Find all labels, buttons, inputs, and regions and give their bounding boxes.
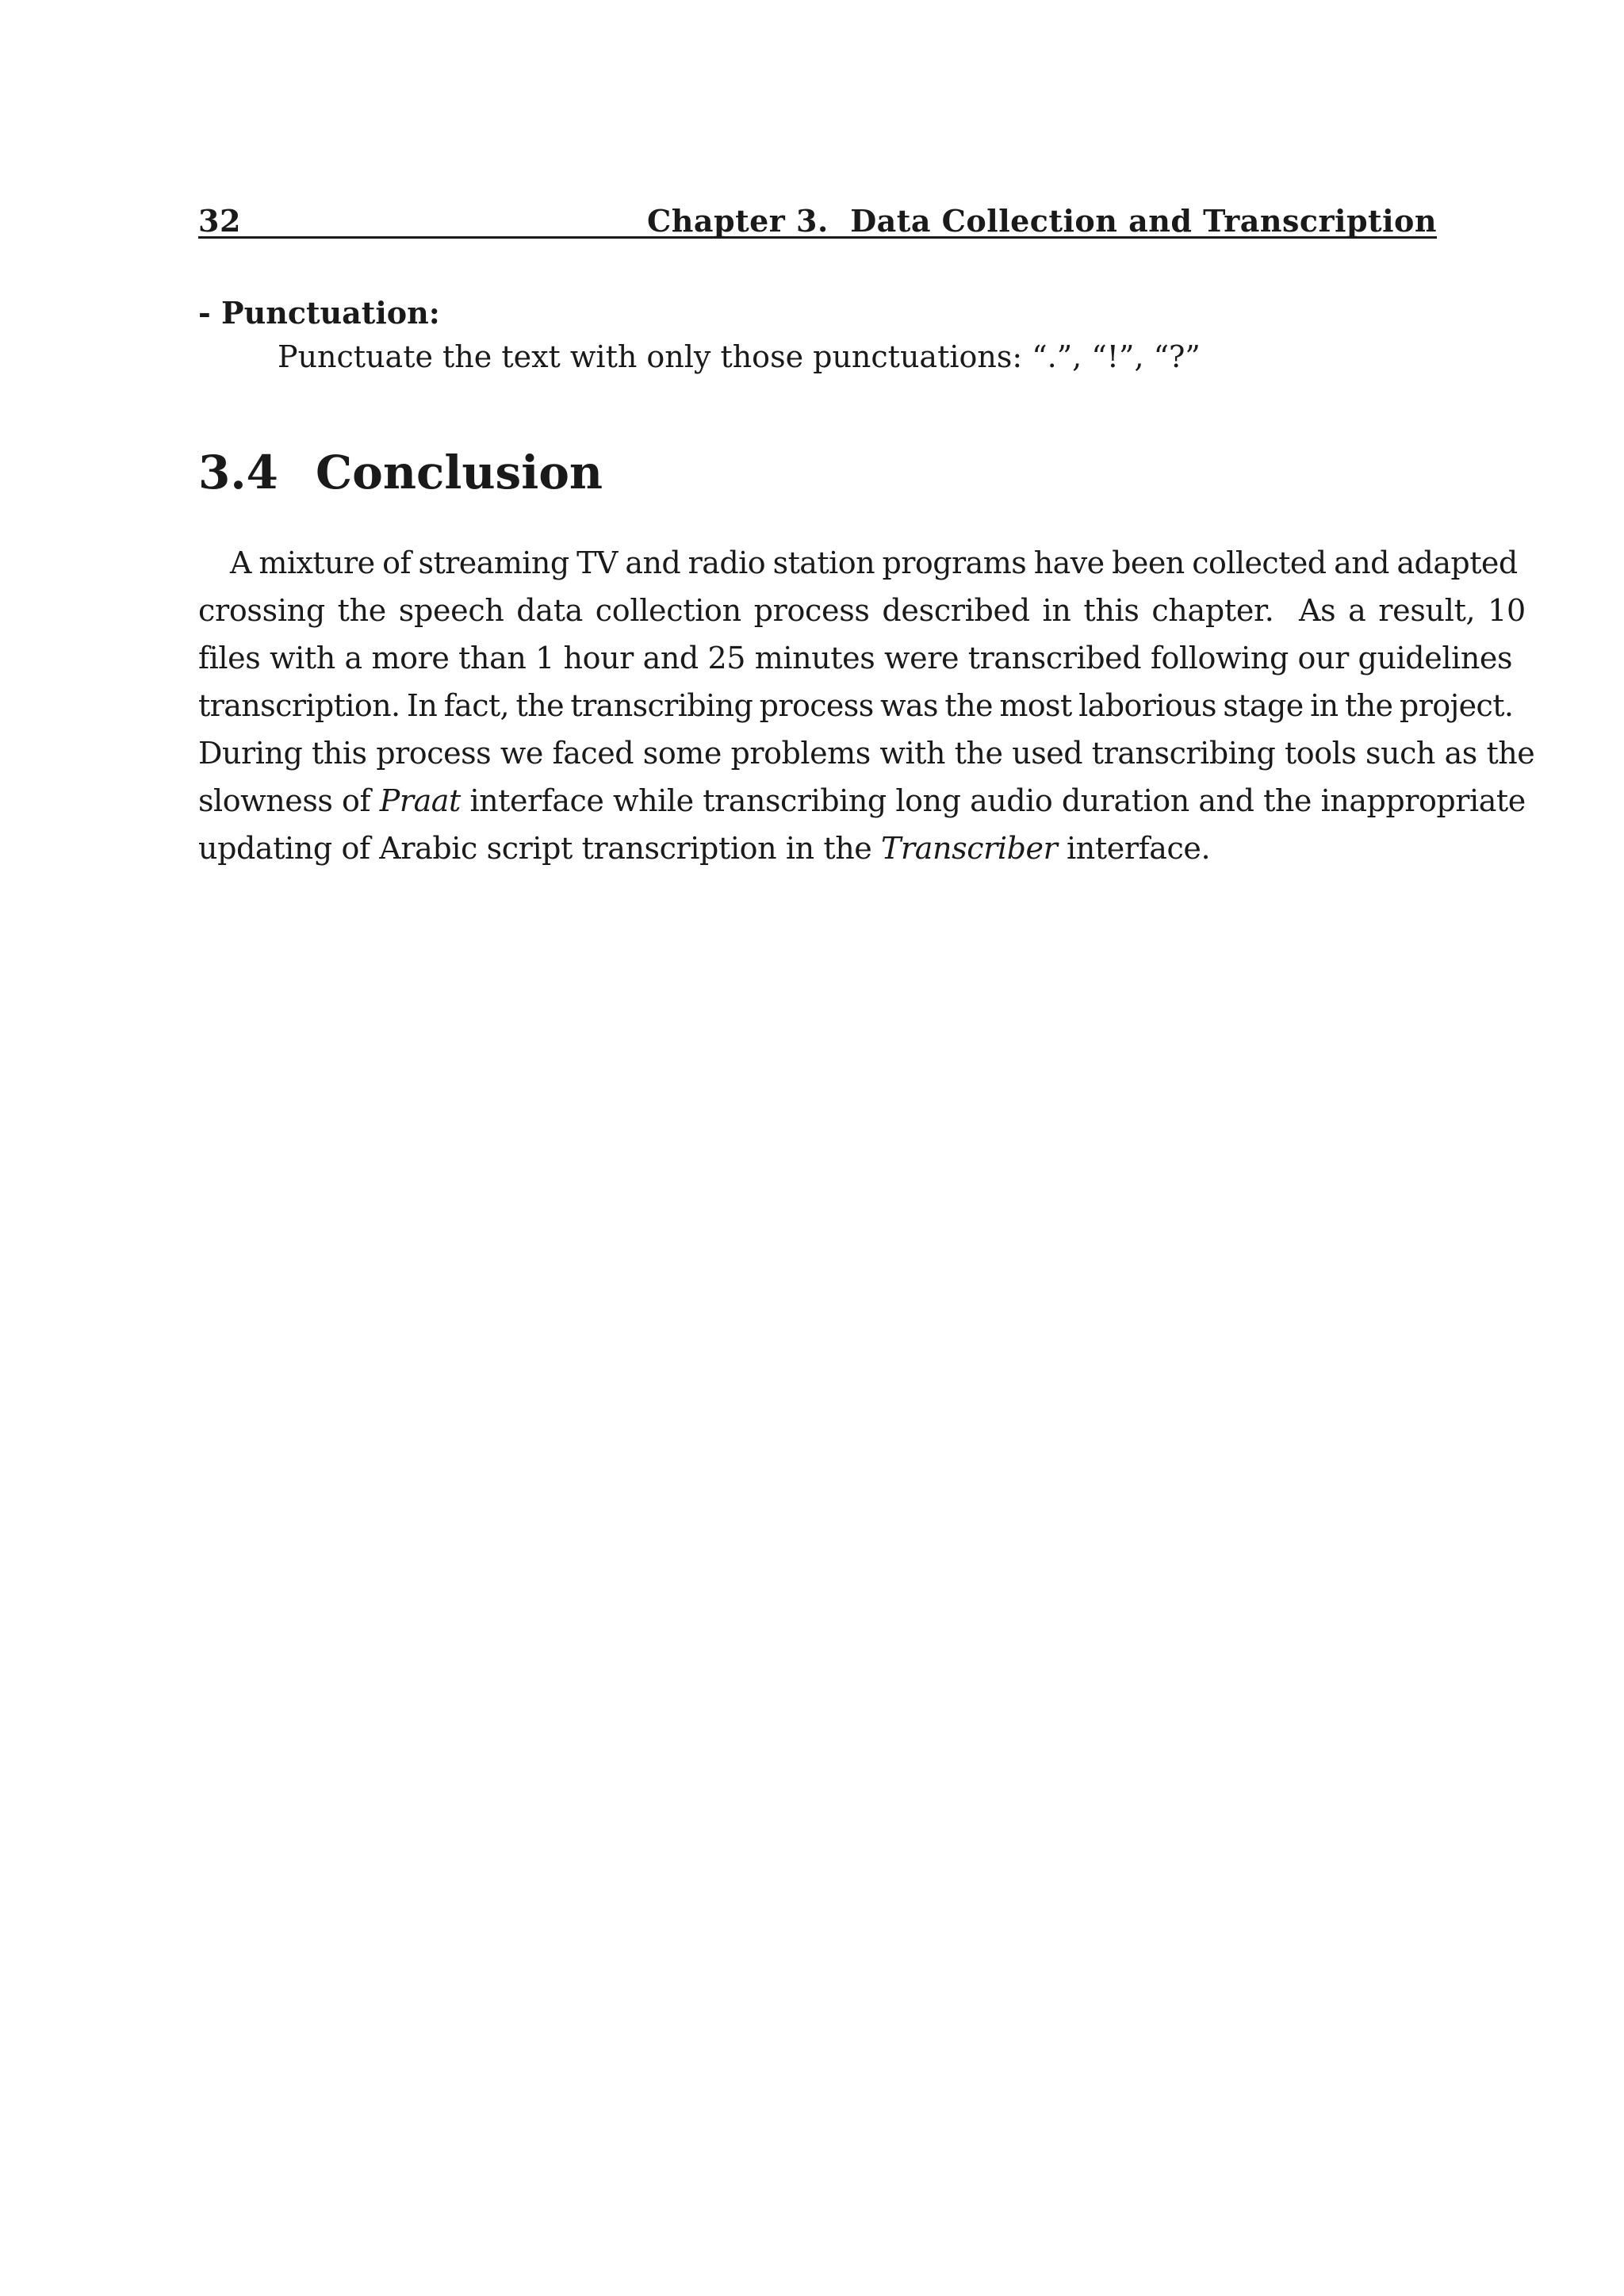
chapter-title: Chapter 3. Data Collection and Transcription	[647, 203, 1437, 239]
page-number: 32	[198, 203, 241, 239]
paragraph-line	[198, 825, 1437, 872]
conclusion-paragraph	[198, 539, 1535, 872]
section-number: 3.4	[198, 446, 278, 499]
header-rule	[198, 236, 1437, 239]
running-header	[198, 194, 1437, 239]
paragraph-line	[198, 777, 1526, 825]
paragraph-line: files with a more than 1 hour and 25 minutes were transcribed following our guidelines	[198, 641, 1513, 675]
section-title: Conclusion	[316, 446, 603, 499]
line-text: interface.	[1057, 831, 1211, 866]
punctuation-label: - Punctuation:	[198, 295, 440, 331]
praat-term: Praat	[379, 783, 461, 818]
transcriber-term: Transcriber	[881, 831, 1058, 866]
section-heading	[198, 446, 603, 499]
line-text: slowness of	[198, 783, 380, 818]
paragraph-line: A mixture of streaming TV and radio station programs have been collected and adapted	[230, 545, 1518, 580]
line-text: updating of Arabic script transcription in the	[198, 831, 882, 866]
line-text: interface while transcribing long audio duration and the inappropriate	[460, 783, 1526, 818]
paragraph-line: transcription. In fact, the transcribing process was the most laborious stage in the project.	[198, 688, 1514, 723]
punctuation-body: Punctuate the text with only those punctuations: “.”, “!”, “?”	[278, 339, 1201, 374]
paragraph-line: crossing the speech data collection process described in this chapter. As a result, 10	[198, 593, 1526, 628]
paragraph-line: During this process we faced some problems with the used transcribing tools such as the	[198, 736, 1535, 771]
